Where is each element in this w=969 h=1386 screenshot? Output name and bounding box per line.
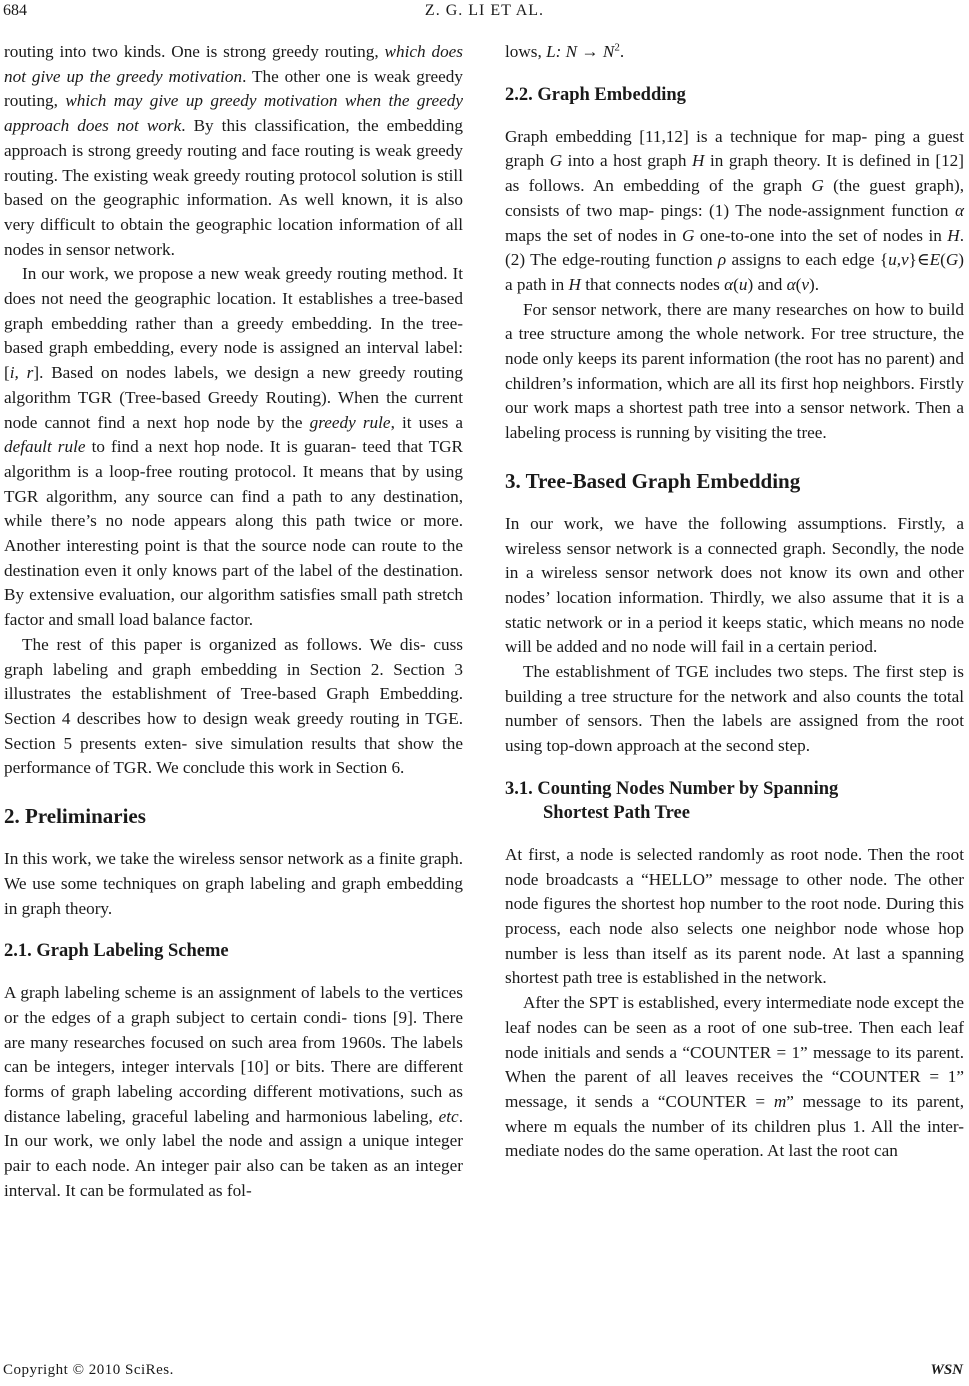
- subsection-heading: 2.2. Graph Embedding: [505, 84, 686, 105]
- journal-name: WSN: [930, 1362, 963, 1378]
- paragraph: After the SPT is established, every intermediate node except the leaf nodes can be seen as a root of one sub-tree. Then each leaf node initials and sends a “COUNTER = 1” message to its parent. When the parent of all leaves receives the “COUNTER = 1” message, it sends a “COUNTER = m” message to its parent, where m equals the number of its children plus 1. All the inter- mediate nodes do the same operation. At last the root can: [505, 993, 964, 1161]
- section-heading: 3. Tree-Based Graph Embedding: [505, 468, 801, 493]
- right-column: [505, 40, 964, 1164]
- copyright-notice: Copyright © 2010 SciRes.: [3, 1362, 174, 1378]
- page-footer: [0, 1362, 969, 1384]
- paragraph: A graph labeling scheme is an assignment of labels to the vertices or the edges of a graph subject to certain condi- tions [9]. There are many researches focused on such area from 1960s. The labels can be integers, integer intervals [10] or bits. There are different forms of graph labeling according different motivations, such as distance labeling, graceful labeling and harmonious labeling, etc. In our work, we only label the node and assign a unique integer pair to each node. An integer pair also can be taken as an integer interval. It can be formulated as fol-: [4, 983, 463, 1200]
- running-title: Z. G. LI ET AL.: [424, 2, 545, 19]
- page-header: [0, 0, 969, 24]
- paragraph: For sensor network, there are many researches on how to build a tree structure among the whole network. For tree structure, the node only keeps its parent information (the root has no parent) and children’s information, which are all its first hop neighbors. Firstly our work maps a shortest path tree into a sensor network. Then a labeling process is running by visiting the tree.: [505, 299, 964, 443]
- subsection-heading: 3.1. Counting Nodes Number by Spanning Shortest Path Tree: [505, 778, 839, 823]
- paragraph: In this work, we take the wireless sensor network as a finite graph. We use some techniques on graph labeling and graph embedding in graph theory.: [4, 849, 463, 918]
- left-column: [4, 40, 463, 1204]
- paragraph: In our work, we have the following assumptions. Firstly, a wireless sensor network is a connected graph. Secondly, the node in a wireless sensor network does not know its own and other nodes’ location information. Thirdly, we also assume that it is a static network or in a period it keeps static, which means no node will be added and no node will fail in a certain period.: [505, 513, 964, 657]
- paragraph: Graph embedding [11,12] is a technique for map- ping a guest graph G into a host graph H in graph theory. It is defined in [12] as follows. An embedding of the graph G (the guest graph), consists of two map- pings: (1) The node-assignment function α maps the set of nodes in G one-to-one into the set of nodes in H. (2) The edge-routing function ρ assigns to each edge {u,v}∈E(G) a path in H that connects nodes α(u) and α(v).: [505, 126, 965, 294]
- section-heading: 2. Preliminaries: [4, 804, 146, 829]
- page-number: 684: [3, 2, 27, 19]
- paragraph: At first, a node is selected randomly as root node. Then the root node broadcasts a “HELLO” message to other node. The other node figures the shortest hop number to the root node. During this process, each node also selects one neighbor node whose hop number is less than itself as its parent node. At last a spanning shortest path tree is established in the network.: [505, 844, 964, 988]
- paragraph: routing into two kinds. One is strong greedy routing, which does not give up the greedy motivation. The other one is weak greedy routing, which may give up greedy motivation when the greedy approach does not work. By this classification, the embedding approach is strong greedy routing and face routing is weak greedy routing. The existing weak greedy routing protocol solution is still based on the geographic information. As well known, it is also very difficult to obtain the geographic location information of all nodes in sensor network.: [4, 42, 464, 259]
- paragraph: In our work, we propose a new weak greedy routing method. It does not need the geographic location. It establishes a tree-based graph embedding rather than a greedy embedding. In the tree-based graph embedding, every node is assigned an interval label: [i, r]. Based on nodes labels, we design a new greedy routing algorithm TGR (Tree-based Greedy Routing). When the current node cannot find a next hop node by the greedy rule, it uses a default rule to find a next hop node. It is guaran- teed that TGR algorithm is a loop-free routing protocol. It means that by using TGR algorithm, any source can find a path to any destination, while there’s no node appears along this path twice or more. Another interesting point is that the source node can route to the destination even it only knows part of the label of the destination. By extensive evaluation, our algorithm satisfies small path stretch factor and small load balance factor.: [4, 264, 464, 630]
- paragraph: The establishment of TGE includes two steps. The first step is building a tree structure for the network and also counts the total number of sensors. Then the labels are assigned from the root using top-down approach at the second step.: [505, 662, 964, 756]
- subsection-heading: 2.1. Graph Labeling Scheme: [4, 941, 229, 962]
- paragraph: lows, L: $N \to N^2$.: [505, 41, 625, 61]
- paragraph: The rest of this paper is organized as follows. We dis- cuss graph labeling and graph embedding in Section 2. Section 3 illustrates the establishment of Tree-based Graph Embedding. Section 4 describes how to design weak greedy routing in TGE. Section 5 presents exten- sive simulation results that show the performance of TGR. We conclude this work in Section 6.: [4, 634, 463, 778]
